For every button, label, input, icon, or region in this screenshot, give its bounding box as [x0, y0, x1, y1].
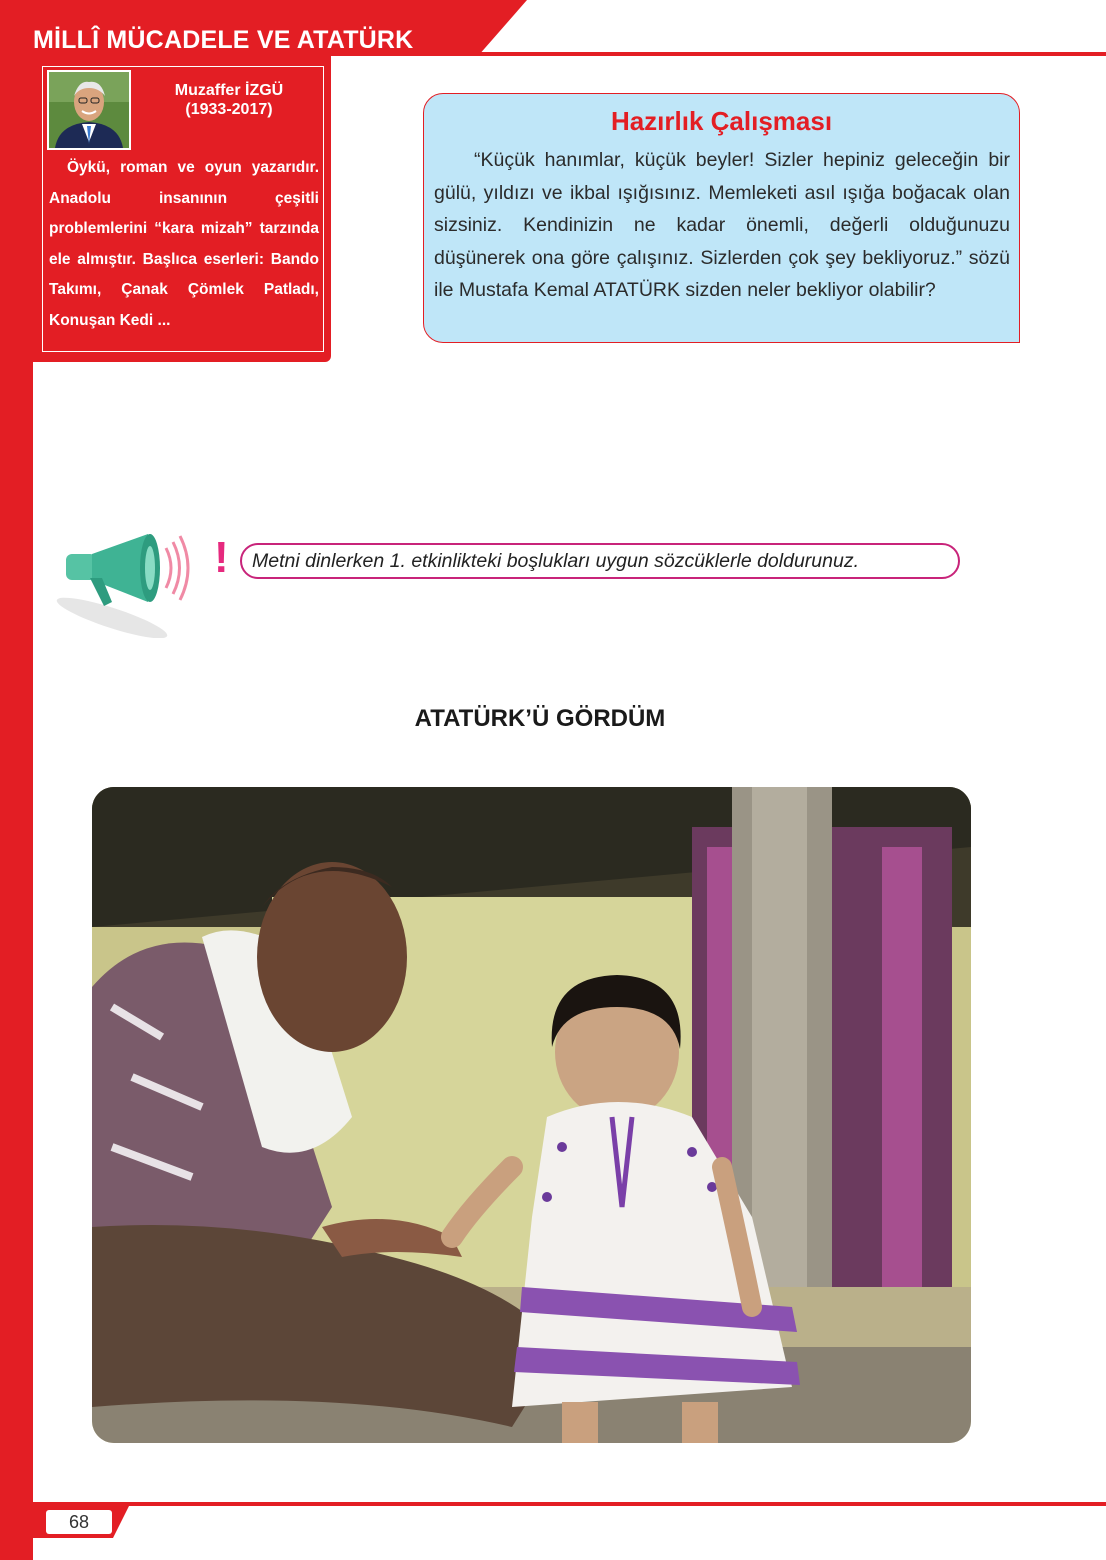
- listening-instruction: Metni dinlerken 1. etkinlikteki boşlukları uygun sözcüklerle doldurunuz.: [240, 543, 960, 579]
- exclamation-mark: !: [214, 533, 229, 582]
- author-card-frame: [42, 66, 324, 352]
- footer-rule: [33, 1502, 1106, 1506]
- page-number: 68: [46, 1510, 112, 1534]
- author-portrait: [47, 70, 131, 150]
- author-bio: Öykü, roman ve oyun yazarıdır. Anadolu insanının çeşitli problemlerini “kara mizah” tarzında ele almıştır. Başlıca eserleri: Bando Takımı, Çanak Çömlek Patladı, Konuşan Kedi ...: [49, 159, 319, 329]
- ataturk-child-photo: [92, 787, 971, 1443]
- header-rule: [470, 52, 1106, 56]
- unit-title: MİLLÎ MÜCADELE VE ATATÜRK: [33, 26, 414, 54]
- author-years: (1933-2017): [185, 101, 273, 118]
- author-name: Muzaffer İZGÜ: [174, 82, 284, 99]
- preparation-title: Hazırlık Çalışması: [610, 106, 833, 136]
- author-name-block: [139, 81, 319, 119]
- left-margin-bar: [0, 0, 33, 1560]
- story-title: ATATÜRK’Ü GÖRDÜM: [414, 705, 666, 732]
- megaphone-icon: [52, 526, 202, 638]
- author-card: [33, 56, 331, 362]
- preparation-box: [423, 93, 1020, 343]
- preparation-text: “Küçük hanımlar, küçük beyler! Sizler hepiniz geleceğin bir gülü, yıldızı ve ikbal ışığısınız. Memleketi asıl ışığa boğacak olan sizsiniz. Kendinizin ne kadar önemli, değerli olduğunuzu düşünerek ona göre çalışınız. Sizlerden çok şey bekliyoruz.” sözü ile Mustafa Kemal ATATÜRK sizden neler bekliyor olabilir?: [434, 149, 1010, 301]
